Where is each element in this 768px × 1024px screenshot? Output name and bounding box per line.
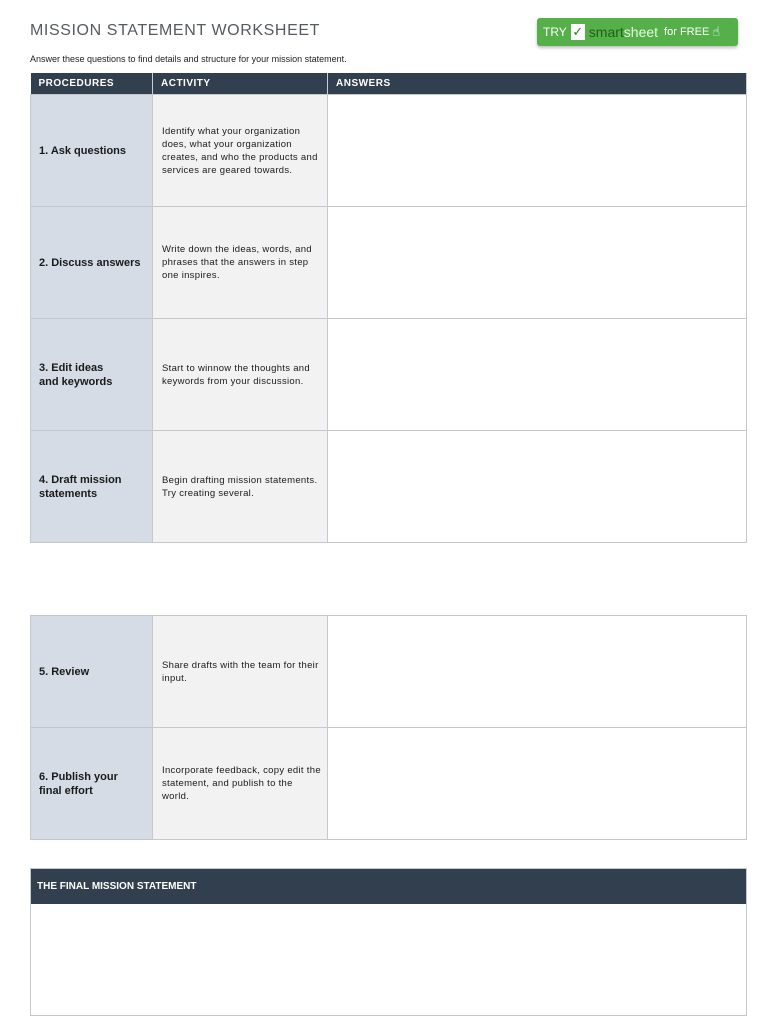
table-row bbox=[31, 728, 747, 840]
final-mission-statement-field[interactable] bbox=[31, 904, 746, 1015]
worksheet-table-bottom bbox=[30, 615, 747, 840]
column-header-answers: ANSWERS bbox=[328, 73, 747, 95]
activity-cell: Write down the ideas, words, and phrases that the answers in step one inspires. bbox=[153, 207, 328, 319]
procedure-cell: 1. Ask questions bbox=[31, 95, 153, 207]
answer-field[interactable] bbox=[328, 95, 747, 207]
final-mission-statement-header: THE FINAL MISSION STATEMENT bbox=[31, 869, 746, 904]
answer-field[interactable] bbox=[328, 431, 747, 543]
answer-field[interactable] bbox=[328, 616, 747, 728]
answer-field[interactable] bbox=[328, 728, 747, 840]
brand-part-b: sheet bbox=[623, 24, 659, 40]
table-row bbox=[31, 431, 747, 543]
procedure-cell: 3. Edit ideas and keywords bbox=[31, 319, 153, 431]
table-row bbox=[31, 319, 747, 431]
promo-try-label: TRY bbox=[543, 25, 567, 39]
promo-free-label: for FREE bbox=[664, 26, 710, 38]
procedure-cell: 5. Review bbox=[31, 616, 153, 728]
column-header-procedures: PROCEDURES bbox=[31, 73, 153, 95]
table-row bbox=[31, 207, 747, 319]
activity-cell: Identify what your organization does, what your organization creates, and who the products and services are geared towards. bbox=[153, 95, 328, 207]
activity-cell: Start to winnow the thoughts and keywords from your discussion. bbox=[153, 319, 328, 431]
page-title: MISSION STATEMENT WORKSHEET bbox=[30, 22, 320, 39]
column-header-activity: ACTIVITY bbox=[153, 73, 328, 95]
try-smartsheet-button[interactable] bbox=[537, 18, 738, 46]
checkmark-icon: ✓ bbox=[572, 24, 584, 39]
final-mission-statement-box bbox=[30, 868, 747, 1016]
procedure-cell: 2. Discuss answers bbox=[31, 207, 153, 319]
brand-part-a: smart bbox=[588, 24, 624, 40]
table-row bbox=[31, 95, 747, 207]
cursor-hand-icon: ☝ bbox=[712, 24, 721, 39]
procedure-cell: 6. Publish your final effort bbox=[31, 728, 153, 840]
table-row bbox=[31, 616, 747, 728]
smartsheet-logo bbox=[589, 24, 658, 40]
activity-cell: Share drafts with the team for their input. bbox=[153, 616, 328, 728]
activity-cell: Incorporate feedback, copy edit the statement, and publish to the world. bbox=[153, 728, 328, 840]
answer-field[interactable] bbox=[328, 319, 747, 431]
page-subtitle: Answer these questions to find details and structure for your mission statement. bbox=[30, 54, 347, 64]
worksheet-table-top bbox=[30, 73, 747, 543]
answer-field[interactable] bbox=[328, 207, 747, 319]
procedure-cell: 4. Draft mission statements bbox=[31, 431, 153, 543]
activity-cell: Begin drafting mission statements. Try creating several. bbox=[153, 431, 328, 543]
table-header-row bbox=[31, 73, 747, 95]
